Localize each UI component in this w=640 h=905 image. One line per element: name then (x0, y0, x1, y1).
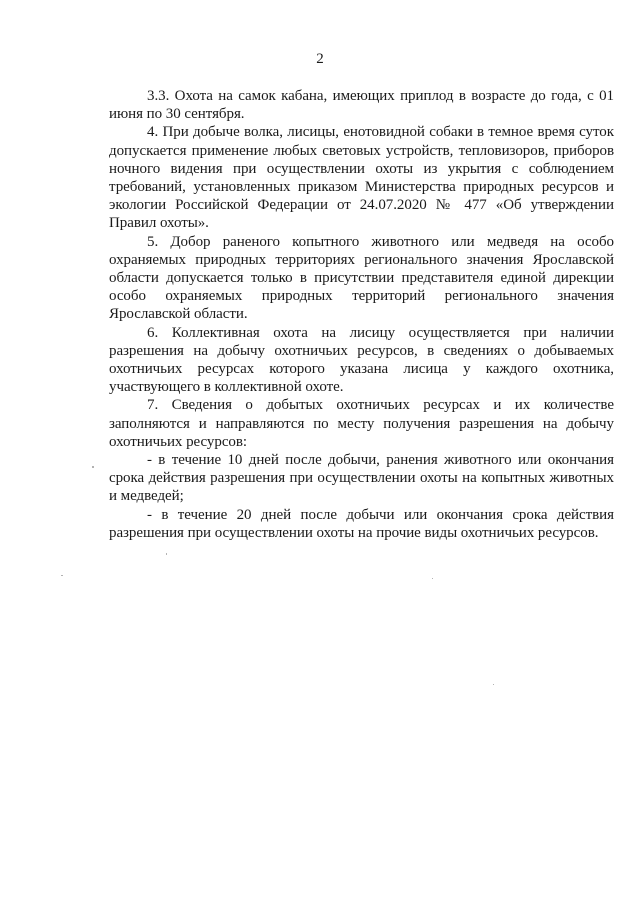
paragraph-6: 6. Коллективная охота на лисицу осуществляется при наличии разрешения на добычу охотничьих ресурсов, в сведениях о добываемых охотничьих ресурсах которого указана лисица у каждого охотника, участвующего в коллективной охоте. (109, 324, 614, 396)
scan-speck (493, 684, 494, 685)
paragraph-7: 7. Сведения о добытых охотничьих ресурсах и их количестве заполняются и направляются по месту получения разрешения на добычу охотничьих ресурсов: (109, 397, 614, 450)
list-item-10-days: - в течение 10 дней после добычи, ранения животного или окончания срока действия разрешения при осуществлении охоты на копытных животных и медведей; (109, 452, 614, 505)
scan-speck (92, 466, 94, 468)
scan-speck (166, 553, 167, 555)
list-item-20-days: - в течение 20 дней после добычи или окончания срока действия разрешения при осуществлении охоты на прочие виды охотничьих ресурсов. (109, 506, 614, 541)
page-number: 2 (316, 51, 324, 67)
scan-speck (61, 575, 63, 576)
scan-speck (432, 578, 433, 579)
paragraph-5: 5. Добор раненого копытного животного или медведя на особо охраняемых природных территориях регионального значения Ярославской области допускается только в присутствии представителя единой дирекции особо охраняемых природных территорий регионального значения Ярославской области. (109, 233, 614, 323)
document-body (109, 87, 614, 542)
paragraph-4: 4. При добыче волка, лисицы, енотовидной собаки в темное время суток допускается применение любых световых устройств, тепловизоров, приборов ночного видения при осуществлении охоты из укрытия с соблюдением требований, установленных приказом Министерства природных ресурсов и экологии Российской Федерации от 24.07.2020 № 477 «Об утверждении Правил охоты». (109, 124, 614, 232)
paragraph-3-3: 3.3. Охота на самок кабана, имеющих приплод в возрасте до года, с 01 июня по 30 сентября. (109, 88, 614, 123)
